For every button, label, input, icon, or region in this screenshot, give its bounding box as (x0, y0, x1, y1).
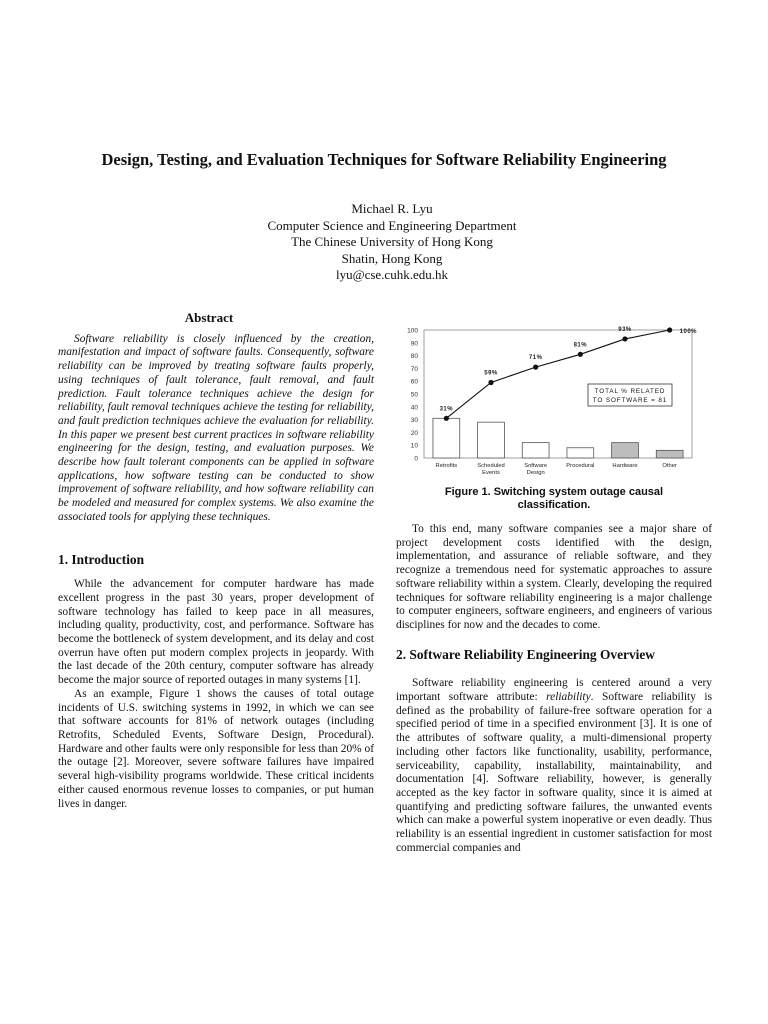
cumulative-point (444, 416, 449, 421)
bar-1 (478, 422, 505, 458)
annotation-text: TO SOFTWARE = 81 (592, 397, 668, 404)
author-department: Computer Science and Engineering Department (267, 217, 517, 233)
bar-0 (433, 418, 460, 458)
outage-chart (396, 324, 712, 484)
x-tick-label: Scheduled (477, 463, 505, 469)
author-email: lyu@cse.cuhk.edu.hk (336, 267, 448, 282)
section2-text-b: . Software reliability is defined as the probability of failure-free software operation for a specified period of time in a specified environment [3]. It is one of the attributes of software quality, a multi-dimensional property including other factors like functionality, usability, performance, serviceability, capability, installability, maintainability, and documentation [4]. Software reliability, however, is generally accepted as the key factor in software quality, since it is aimed at quantifying and predicting software failures, the unwanted events which can make a powerful system inoperative or even deadly. Thus reliability is an essential ingredient in customer satisfaction for most commercial companies and (396, 691, 712, 854)
section2-body (396, 677, 712, 855)
cumulative-label: 93% (618, 326, 632, 333)
bar-4 (612, 443, 639, 458)
abstract-text: Software reliability is closely influenced by the creation, manifestation and impact of software faults. Consequently, software reliability can be improved by treating software faults properly, using techniques of fault tolerance, fault removal, and fault prediction. Fault tolerance techniques achieve the design for reliability, fault removal techniques achieve the testing for reliability, and fault prediction techniques achieve the evaluation for reliability. In this paper we present best current practices in software reliability engineering for the design, testing, and evaluation purposes. We describe how fault tolerant components can be applied in software applications, how software testing can be conducted to show improvement of software reliability, and how software reliability can be modeled and measured for complex systems. We also examine the associated tools for applying these techniques. (58, 332, 374, 523)
bar-3 (567, 448, 594, 458)
cumulative-label: 31% (439, 406, 454, 413)
y-tick-label: 40 (410, 404, 418, 412)
author-block (0, 201, 768, 284)
section2-heading: 2. Software Reliability Engineering Overview (396, 646, 655, 662)
intro-paragraph-3: To this end, many software companies see a major share of project development costs identified with the design, implementation, and assurance of reliable software, and they recognize a tremendous need for systematic approaches to assure software reliability within a system. Clearly, developing the required techniques for software reliability engineering is a major challenge to computer engineers, software engineers, and engineers of various disciplines for now and the decades to come. (396, 523, 712, 631)
bar-5 (656, 450, 683, 458)
abstract-body (58, 333, 374, 525)
author-name: Michael R. Lyu (351, 201, 433, 216)
x-tick-label: Software (524, 463, 548, 469)
y-tick-label: 90 (410, 340, 418, 348)
cumulative-label: 59% (484, 370, 498, 377)
left-column (58, 311, 374, 811)
y-tick-label: 80 (410, 353, 418, 361)
annotation-text: TOTAL % RELATED (594, 388, 666, 395)
abstract-heading: Abstract (184, 310, 234, 325)
cumulative-point (533, 365, 538, 370)
author-location: Shatin, Hong Kong (341, 250, 443, 266)
y-tick-label: 100 (407, 327, 418, 335)
cumulative-point (578, 352, 583, 357)
x-tick-label: Events (482, 470, 500, 476)
intro-paragraph-2: As an example, Figure 1 shows the causes of total outage incidents of U.S. switching systems in 1992, in which we can see that software accounts for 81% of network outages (including Retrofits, Scheduled Events, Software Design, Procedural). Hardware and other faults were only responsible for less than 20% of the outage [2]. Moreover, severe software failures have impaired several high-visibility programs worldwide. These critical incidents either caused enormous revenue losses to companies, or put human lives in danger. (58, 687, 374, 810)
author-university: The Chinese University of Hong Kong (291, 234, 493, 249)
cumulative-point (622, 336, 627, 341)
x-tick-label: Design (526, 470, 545, 476)
cumulative-label: 100% (679, 329, 698, 335)
y-tick-label: 60 (410, 378, 418, 386)
x-tick-label: Retrofits (435, 463, 458, 469)
x-tick-label: Procedural (566, 463, 595, 469)
y-tick-label: 70 (410, 365, 418, 373)
y-tick-label: 10 (410, 442, 418, 450)
introduction-heading: 1. Introduction (58, 551, 145, 567)
introduction-body (58, 578, 374, 811)
paper-title: Design, Testing, and Evaluation Techniques for Software Reliability Engineering (101, 150, 667, 169)
section2-paragraph-1 (396, 677, 712, 855)
cumulative-point (667, 327, 672, 332)
intro-paragraph-1: While the advancement for computer hardware has made excellent progress in the past 30 years, proper development of software technology has failed to keep pace in all measures, including quality, productivity, cost, and performance. Software has become the bottleneck of system development, and its delay and cost overrun have often put modern complex projects in jeopardy. With the last decade of the 20th century, computer software has already become the major source of reported outages in many systems [1]. (58, 578, 374, 687)
cumulative-label: 81% (573, 342, 588, 349)
y-tick-label: 20 (410, 429, 418, 437)
x-tick-label: Hardware (612, 463, 638, 469)
section2-text-a: Software reliability engineering is centered around a very important software attribute: (396, 677, 712, 704)
caption-line-2: classification. (517, 499, 591, 511)
bar-2 (522, 443, 549, 458)
right-column (396, 523, 712, 855)
y-tick-label: 50 (410, 391, 418, 399)
y-tick-label: 30 (410, 417, 418, 425)
y-tick-label: 0 (414, 455, 418, 463)
figure-caption (396, 486, 712, 512)
x-tick-label: Other (662, 463, 677, 469)
reliability-term: reliability (546, 691, 591, 704)
cumulative-label: 71% (528, 355, 543, 362)
caption-line-1: Figure 1. Switching system outage causal (444, 486, 664, 498)
cumulative-point (488, 380, 493, 385)
